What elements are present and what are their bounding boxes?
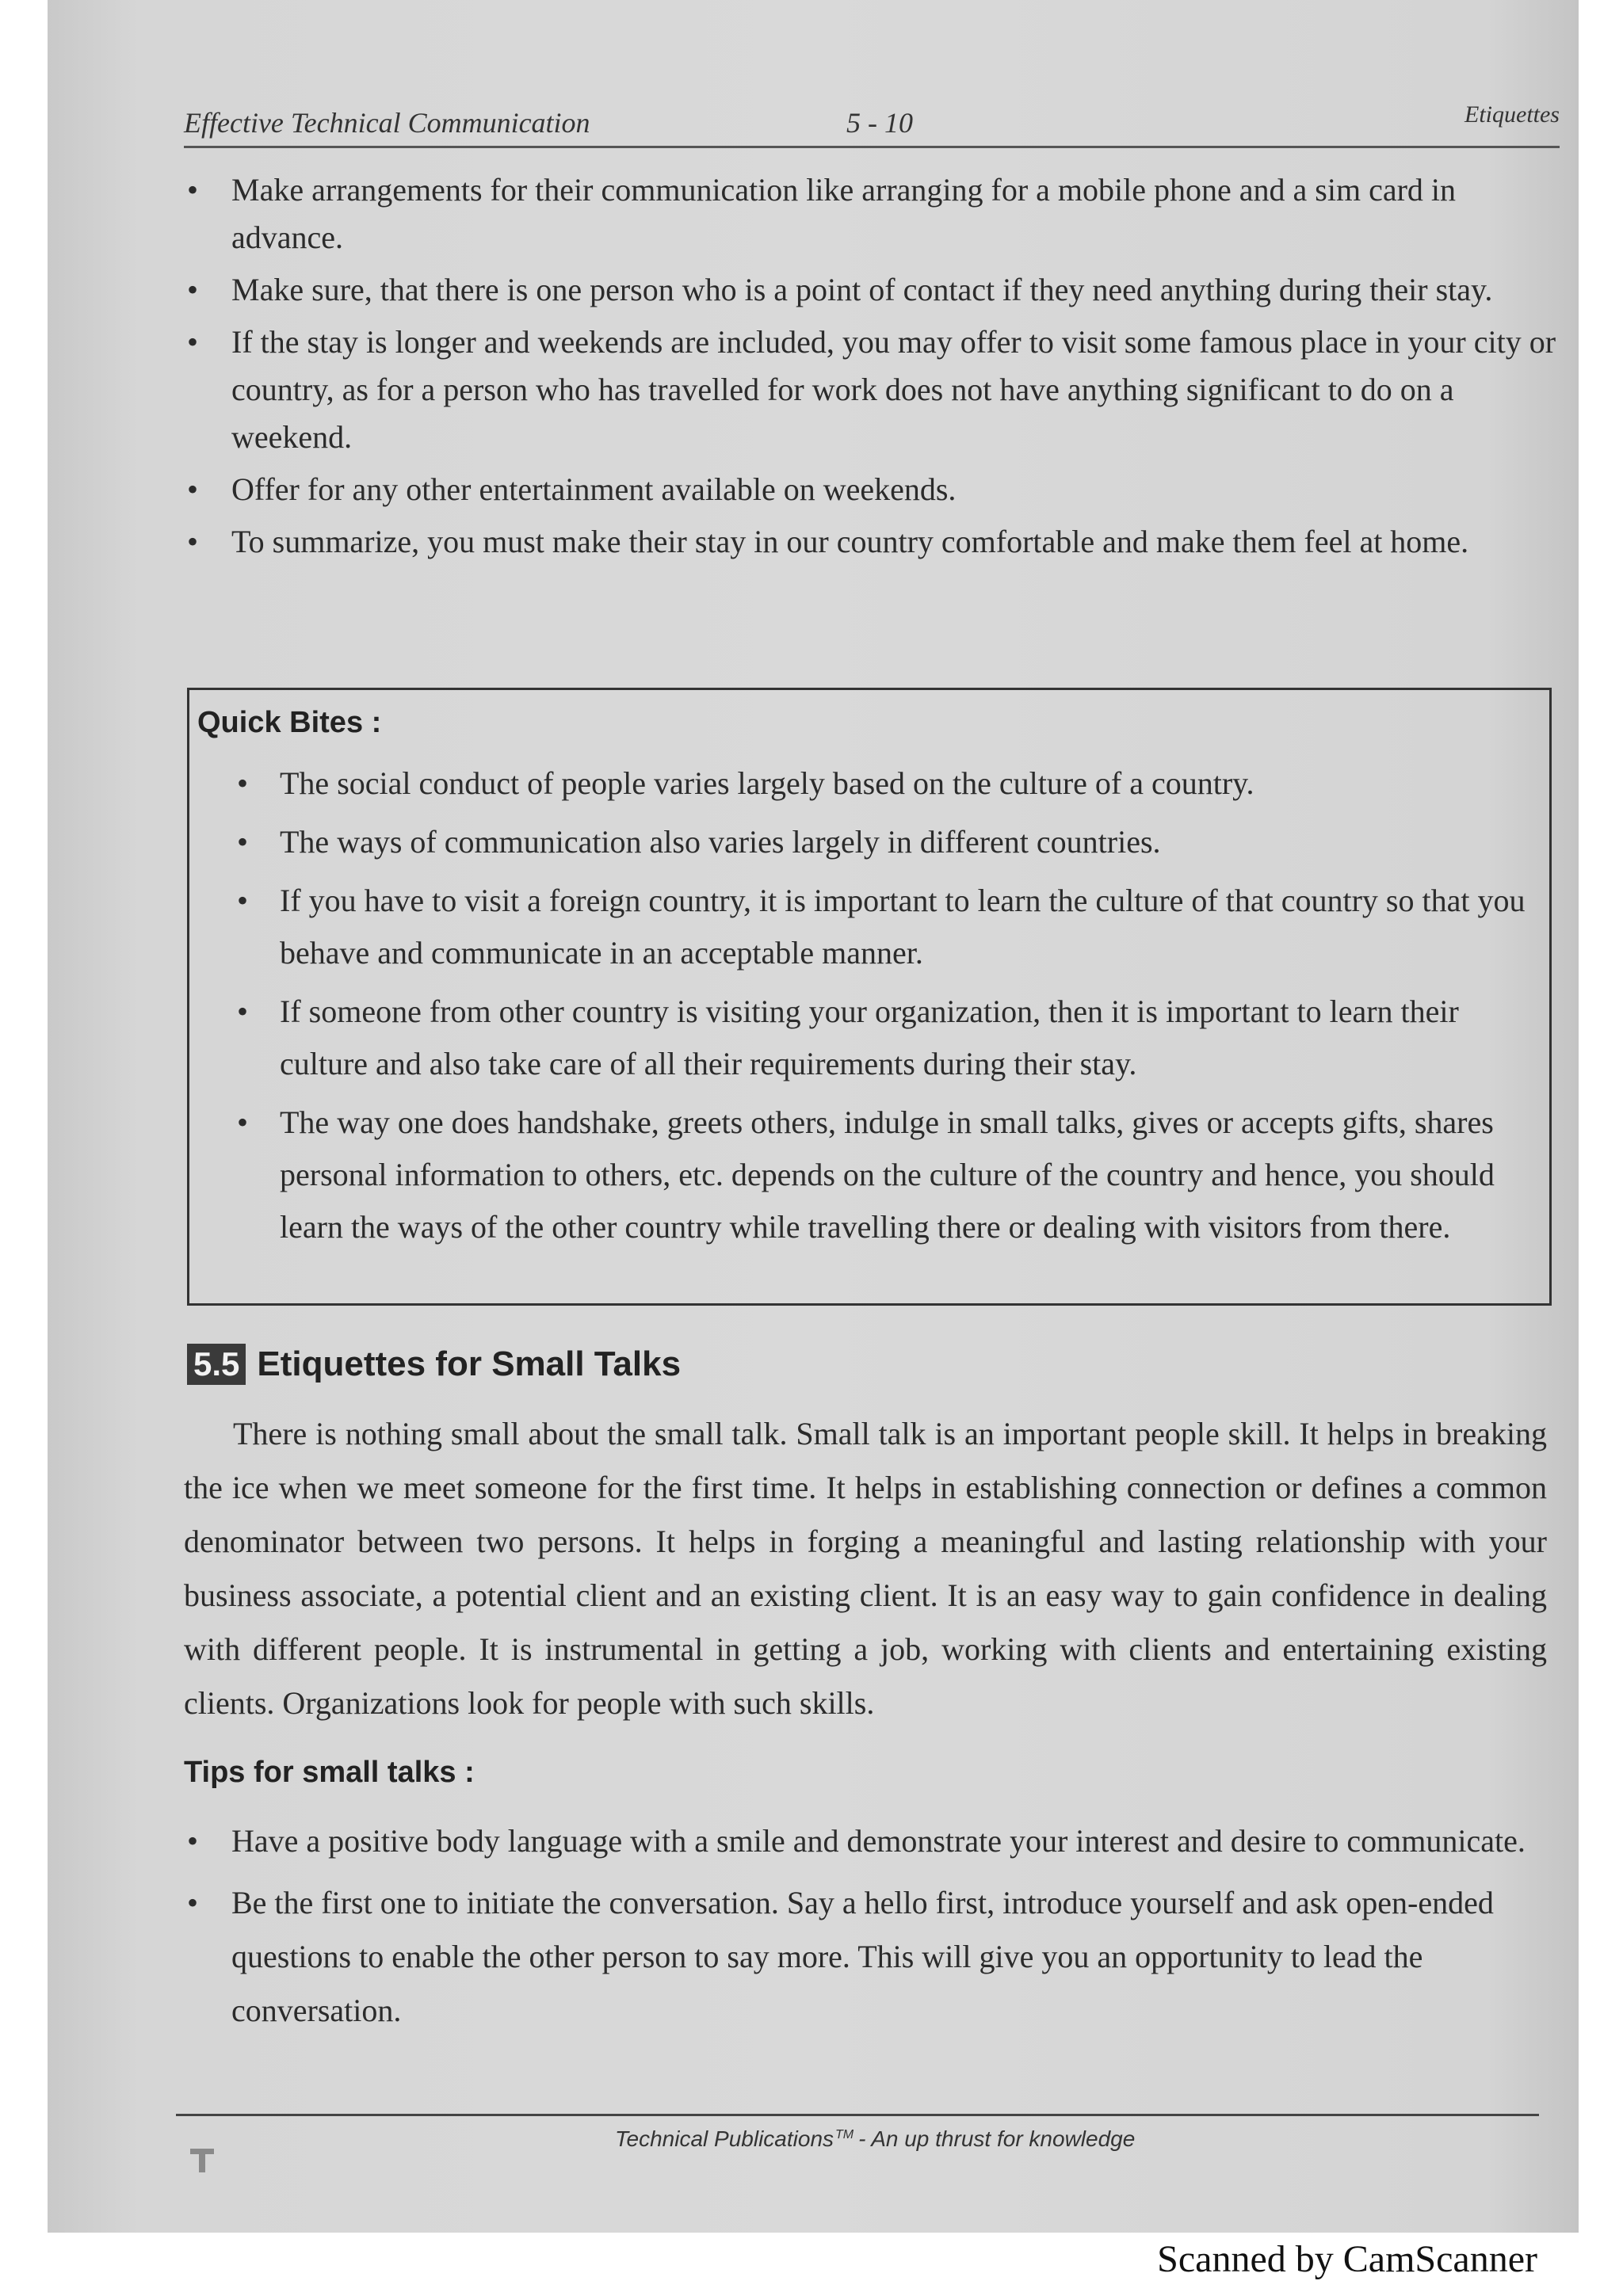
list-item: • Offer for any other entertainment available on weekends. [184,466,1560,513]
list-item: • Make arrangements for their communication like arranging for a mobile phone and a sim card in advance. [184,166,1560,261]
section-paragraph: There is nothing small about the small talk. Small talk is an important people skill. It helps in breaking the ice when we meet someone for the first time. It helps in establishing connection or defines a common denominator between two persons. It helps in forging a meaningful and lasting relationship with your business associate, a potential client and an existing client. It is an easy way to gain confidence in dealing with different people. It is instrumental in getting a job, working with clients and entertaining existing clients. Organizations look for people with such skills. [184,1416,1547,1721]
book-title: Effective Technical Communication [184,107,590,139]
quick-bites-list [197,757,1533,1253]
list-item: • Have a positive body language with a smile and demonstrate your interest and desire to communicate. [184,1814,1547,1868]
header-rule [184,146,1560,148]
publisher-tagline: - An up thrust for knowledge [858,2126,1136,2151]
scanner-watermark: Scanned by CamScanner [1157,2238,1537,2280]
list-item: • If you have to visit a foreign country, it is important to learn the culture of that country so that you behave and communicate in an acceptable manner. [197,875,1533,979]
trademark-mark: TM [835,2127,854,2142]
list-item: • The ways of communication also varies largely in different countries. [197,816,1533,868]
chapter-name: Etiquettes [1465,101,1560,128]
tips-title: Tips for small talks : [184,1756,475,1789]
footer-rule [176,2114,1539,2116]
list-item: • The way one does handshake, greets others, indulge in small talks, gives or accepts gifts, shares personal information to others, etc. depends on the culture of the country and hence, you should learn the ways of the other country while travelling there or dealing with visitors from there. [197,1097,1533,1253]
publisher-logo-icon [187,2144,219,2176]
quick-bites-title: Quick Bites : [197,706,382,739]
list-item: • Make sure, that there is one person who is a point of contact if they need anything during their stay. [184,266,1560,314]
section-title: Etiquettes for Small Talks [257,1344,682,1383]
section-heading [187,1339,681,1390]
list-item: • If the stay is longer and weekends are included, you may offer to visit some famous place in your city or country, as for a person who has travelled for work does not have anything significant to do on a weekend. [184,318,1560,461]
list-item: • If someone from other country is visiting your organization, then it is important to learn their culture and also take care of all their requirements during their stay. [197,986,1533,1090]
list-item: • Be the first one to initiate the conversation. Say a hello first, introduce yourself and ask open-ended questions to enable the other person to say more. This will give you an opportunity to lead the conversation. [184,1876,1547,2038]
running-header [184,101,1560,149]
list-item: • The social conduct of people varies largely based on the culture of a country. [197,757,1533,810]
tips-list [184,1814,1547,2046]
section-number-badge: 5.5 [187,1344,246,1385]
quick-bites-box [187,688,1552,1306]
footer-text [615,2126,1135,2152]
list-item: • To summarize, you must make their stay in our country comfortable and make them feel at home. [184,518,1560,566]
top-bullet-list [184,166,1560,570]
page-number: 5 - 10 [846,107,913,139]
publisher-name: Technical Publications [615,2126,834,2151]
